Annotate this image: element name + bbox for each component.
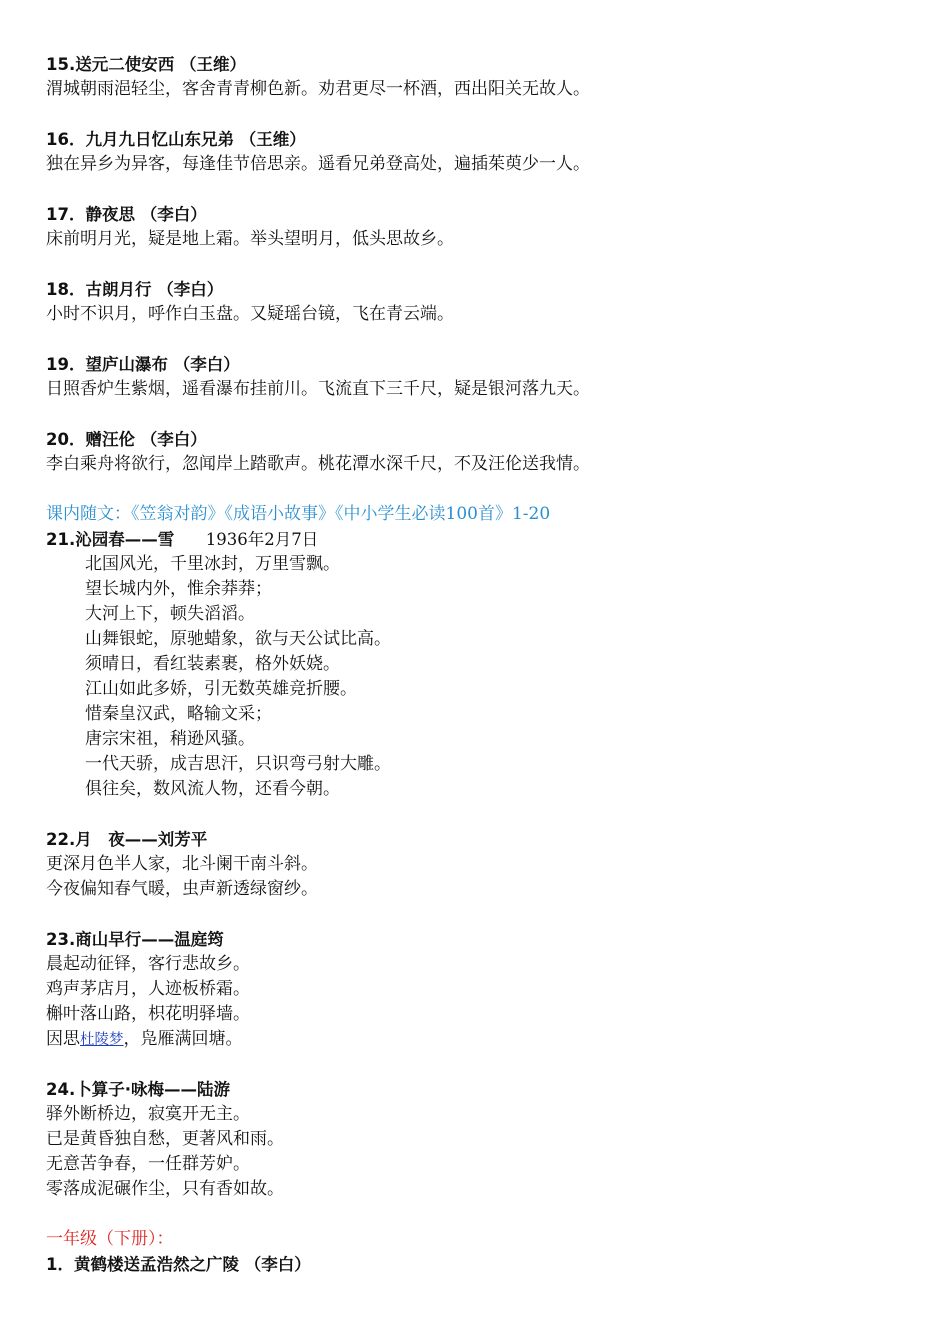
poem-line: 大河上下，顿失滔滔。 xyxy=(85,604,255,624)
poem-18 xyxy=(46,277,906,327)
poem-date-text: 1936年2月7日 xyxy=(205,530,319,549)
grade-heading: 一年级（下册）： xyxy=(46,1229,174,1249)
poem-line: 鸡声茅店月，人迹板桥霜。 xyxy=(46,979,250,999)
document-page xyxy=(46,52,906,1277)
dulingmeng-link[interactable]: 杜陵梦 xyxy=(80,1032,124,1048)
poem-16 xyxy=(46,127,906,177)
poem-line: 惜秦皇汉武，略输文采； xyxy=(85,704,272,724)
poem-line: 俱往矣，数风流人物，还看今朝。 xyxy=(85,779,340,799)
poem-line: 须晴日，看红装素裹，格外妖娆。 xyxy=(85,654,340,674)
poem-20 xyxy=(46,427,906,477)
poem-title: 22.月 夜——刘芳平 xyxy=(46,830,208,849)
poem-line: 床前明月光，疑是地上霜。举头望明月，低头思故乡。 xyxy=(46,229,454,249)
poem-line: 晨起动征铎，客行悲故乡。 xyxy=(46,954,250,974)
poem-line: 渭城朝雨浥轻尘，客舍青青柳色新。劝君更尽一杯酒，西出阳关无故人。 xyxy=(46,79,590,99)
poem-title: 17．静夜思 （李白） xyxy=(46,205,207,224)
poem-line: 一代天骄，成吉思汗，只识弯弓射大雕。 xyxy=(85,754,391,774)
poem-17 xyxy=(46,202,906,252)
poem-line: 更深月色半人家，北斗阑干南斗斜。 xyxy=(46,854,318,874)
line-suffix: ，凫雁满回塘。 xyxy=(123,1029,243,1049)
poem-line: 已是黄昏独自愁，更著风和雨。 xyxy=(46,1129,284,1149)
poem-24 xyxy=(46,1077,906,1202)
poem-title: 15.送元二使安西 （王维） xyxy=(46,55,246,74)
poem-title: 18．古朗月行 （李白） xyxy=(46,280,224,299)
poem-line xyxy=(46,1027,906,1052)
poem-date xyxy=(174,530,318,549)
poem-15 xyxy=(46,52,906,102)
poem-23 xyxy=(46,927,906,1052)
poem-title-text: 21.沁园春——雪 xyxy=(46,530,175,549)
poem-title: 16．九月九日忆山东兄弟 （王维） xyxy=(46,130,306,149)
poem-line: 独在异乡为异客，每逢佳节倍思亲。遥看兄弟登高处，遍插茱萸少一人。 xyxy=(46,154,590,174)
poem-line: 驿外断桥边，寂寞开无主。 xyxy=(46,1104,250,1124)
line-prefix: 因思 xyxy=(46,1029,80,1049)
poem-line: 北国风光，千里冰封，万里雪飘。 xyxy=(85,554,340,574)
poem-line: 今夜偏知春气暖，虫声新透绿窗纱。 xyxy=(46,879,318,899)
poem-21 xyxy=(46,527,906,802)
poem-line: 零落成泥碾作尘，只有香如故。 xyxy=(46,1179,284,1199)
poem-title: 20．赠汪伦 （李白） xyxy=(46,430,207,449)
poem-line: 唐宗宋祖，稍逊风骚。 xyxy=(85,729,255,749)
poem-line: 江山如此多娇，引无数英雄竞折腰。 xyxy=(85,679,357,699)
poem-line: 望长城内外，惟余莽莽； xyxy=(85,579,272,599)
poem-line: 无意苦争春，一任群芳妒。 xyxy=(46,1154,250,1174)
poem-title: 19．望庐山瀑布 （李白） xyxy=(46,355,240,374)
poem-line: 日照香炉生紫烟，遥看瀑布挂前川。飞流直下三千尺，疑是银河落九天。 xyxy=(46,379,590,399)
poem-line: 槲叶落山路，枳花明驿墙。 xyxy=(46,1004,250,1024)
poem-22 xyxy=(46,827,906,902)
poem-title xyxy=(46,527,906,552)
poem-title: 1．黄鹤楼送孟浩然之广陵 （李白） xyxy=(46,1255,311,1274)
poem-title: 24.卜算子·咏梅——陆游 xyxy=(46,1080,230,1099)
poem-title: 23.商山早行——温庭筠 xyxy=(46,930,224,949)
poem-line: 李白乘舟将欲行，忽闻岸上踏歌声。桃花潭水深千尺，不及汪伦送我情。 xyxy=(46,454,590,474)
section-heading: 课内随文：《笠翁对韵》《成语小故事》《中小学生必读100首》1-20 xyxy=(46,504,551,524)
poem-19 xyxy=(46,352,906,402)
poem-line: 小时不识月，呼作白玉盘。又疑瑶台镜，飞在青云端。 xyxy=(46,304,454,324)
poem-line: 山舞银蛇，原驰蜡象，欲与天公试比高。 xyxy=(85,629,391,649)
